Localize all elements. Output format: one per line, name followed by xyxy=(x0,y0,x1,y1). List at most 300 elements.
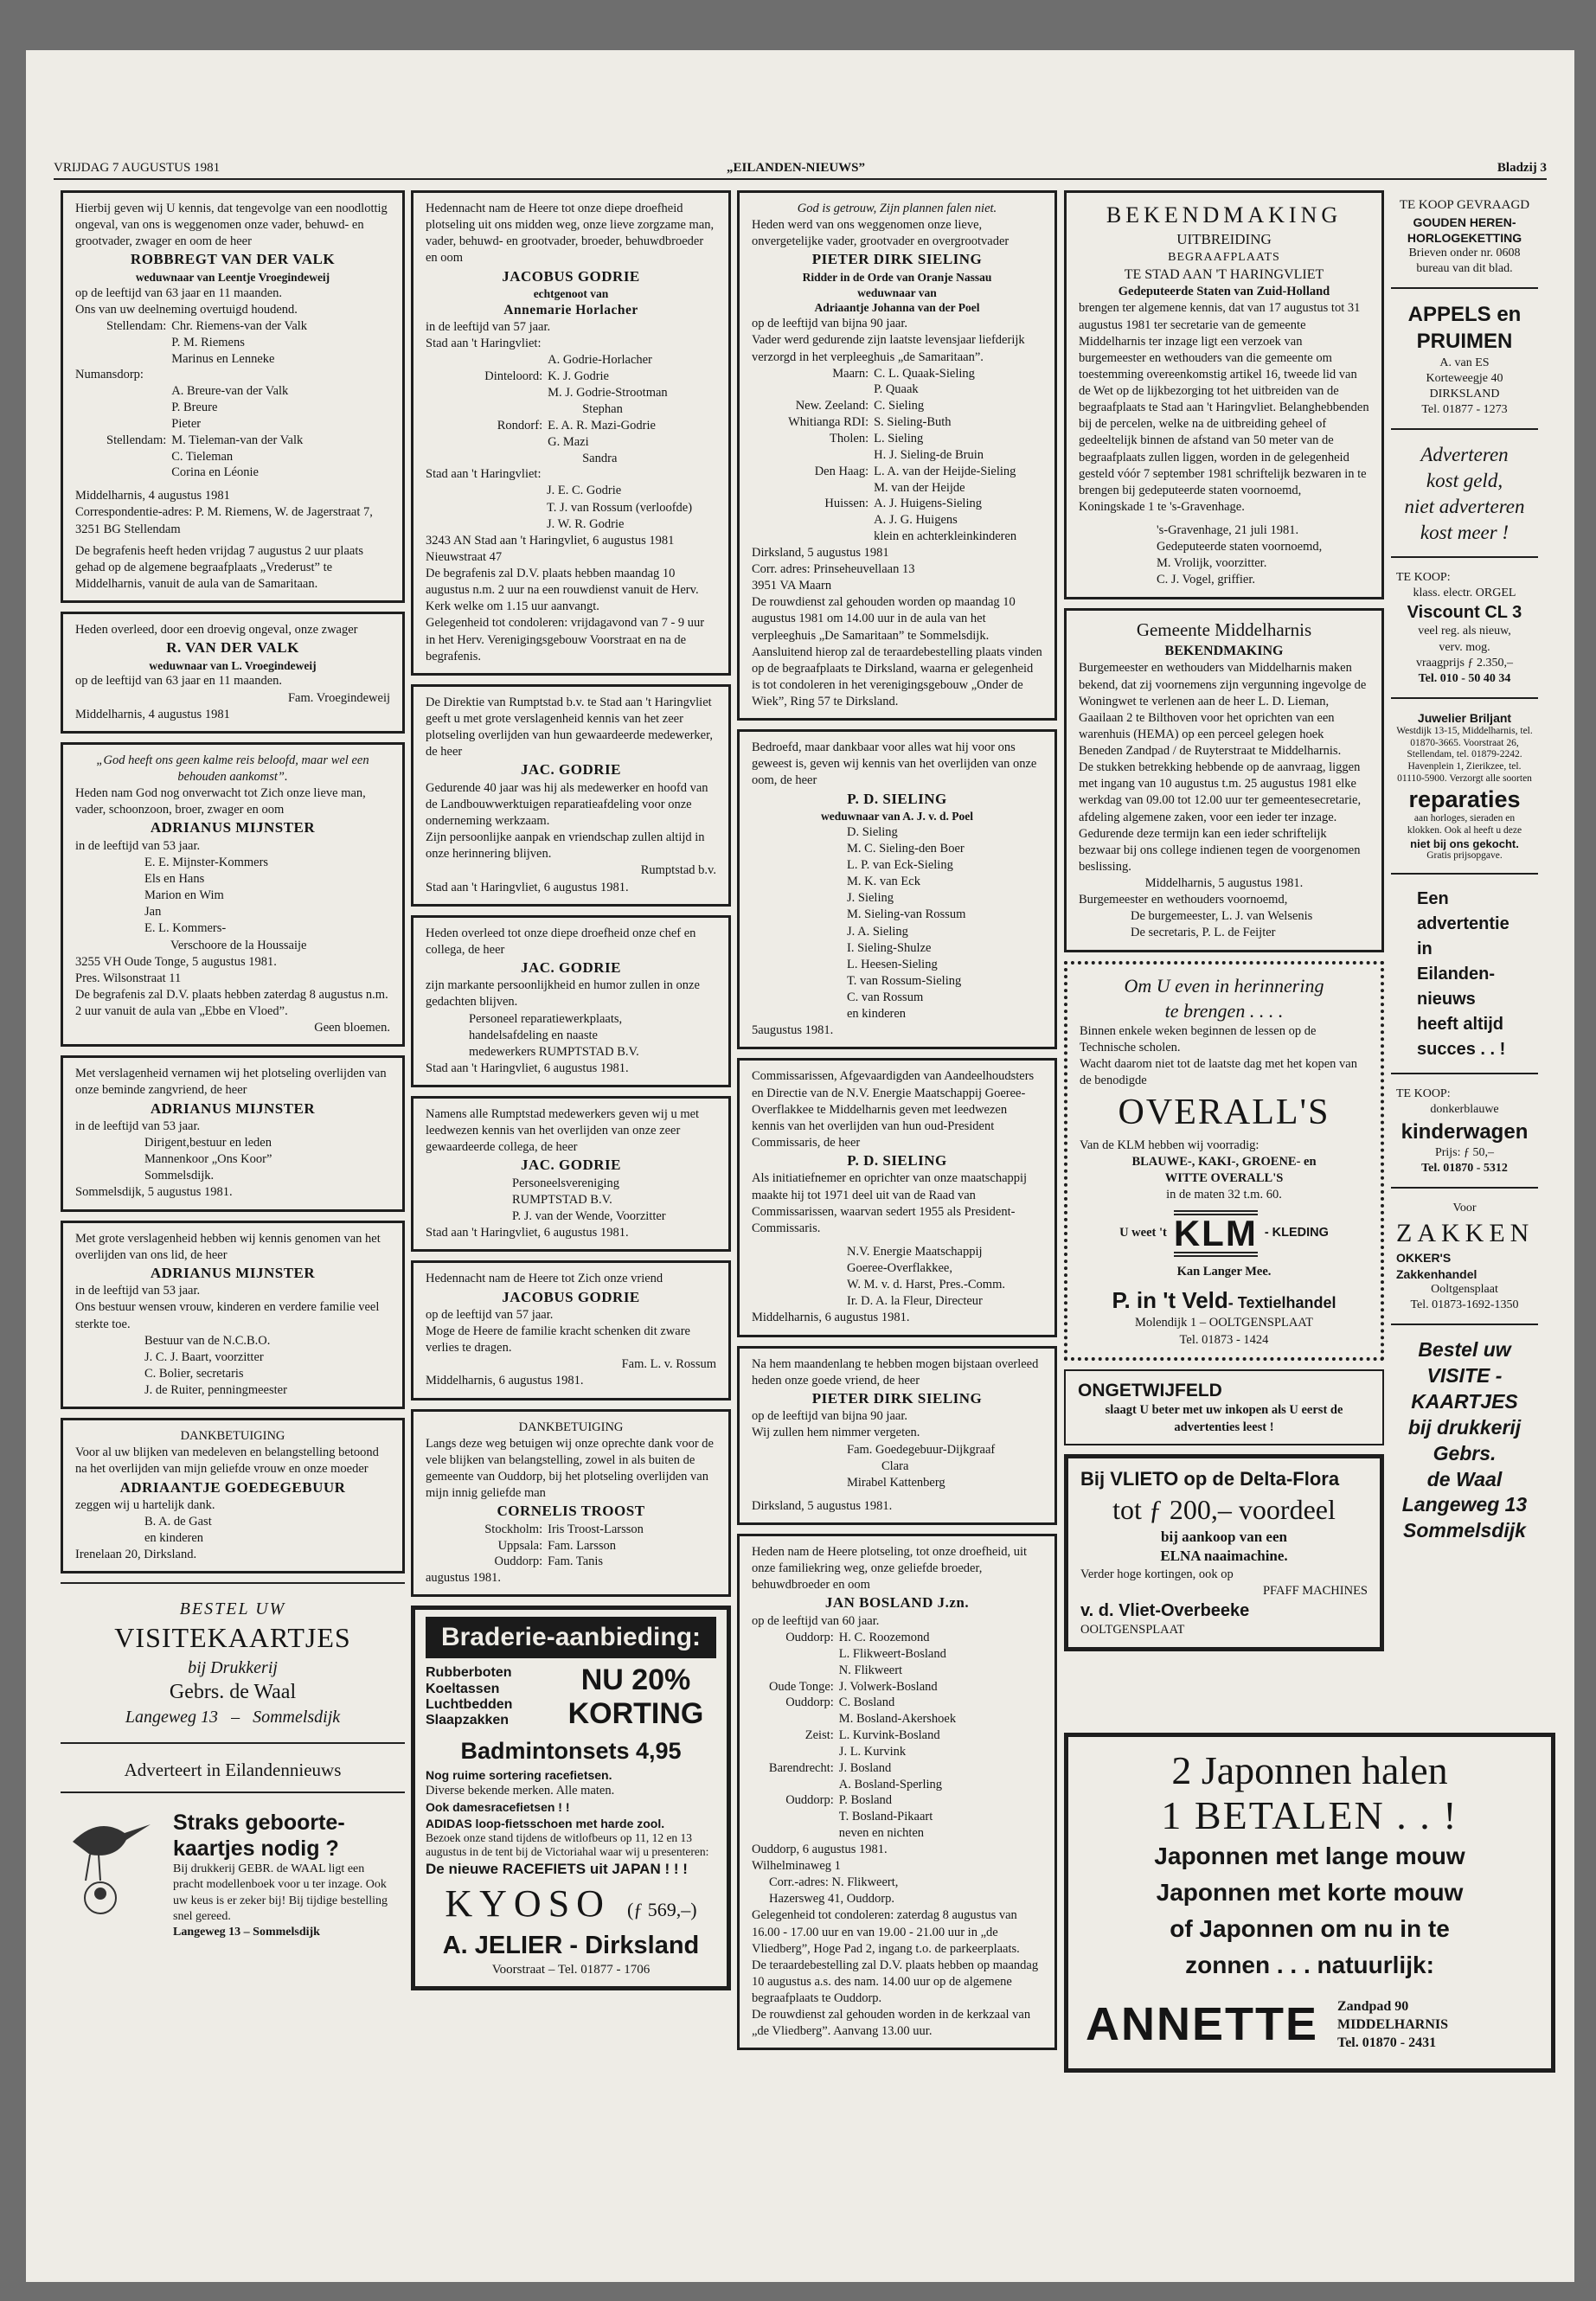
family-name: L. Sieling xyxy=(874,432,924,445)
signature: handelsafdeling en naaste xyxy=(469,1028,598,1042)
family-name: D. Sieling xyxy=(847,824,898,839)
notice-text: Bedroefd, maar dankbaar voor alles wat hij voor ons geweest is, geven wij kennis van het overlijden van onze oom, de heer xyxy=(752,740,1037,788)
family-name: A. Bosland-Sperling xyxy=(838,1777,943,1791)
family-name: Corina en Léonie xyxy=(171,465,259,480)
ad-visitekaartjes: BESTEL UW VISITEKAARTJES bij Drukkerij Gebrs. de Waal Langeweg 13 – Sommelsdijk xyxy=(61,1582,405,1744)
address-line: 3243 AN Stad aan 't Haringvliet, 6 augustus 1981 xyxy=(426,533,675,548)
family-name: Marion en Wim xyxy=(144,888,224,903)
ad-text: verv. mog. xyxy=(1439,640,1490,654)
ad-address: Langeweg 13 – Sommelsdijk xyxy=(173,1925,320,1939)
ad-bestel-visite xyxy=(1391,1330,1538,1554)
funeral-line: Aansluitend hierop zal de teraardebestelling plaats vinden op de begraafplaats te Dirksland, waarna er gelegenheid is tot condoleren in het verenigingsgebouw „Onder de Wiek”, Ring 57 te Dirksland. xyxy=(752,644,1042,709)
notice-godrie-friend xyxy=(411,1260,731,1400)
ad-text: niet bij ons gekocht. xyxy=(1410,836,1519,850)
family-name: Pieter xyxy=(171,416,202,431)
date-line: Middelharnis, 4 augustus 1981 xyxy=(75,489,230,503)
ad-text: ELNA naaimachine. xyxy=(1160,1548,1288,1565)
ad-title: TE KOOP: xyxy=(1396,570,1451,584)
family-place: Maarn: xyxy=(832,366,869,381)
family-name: Els en Hans xyxy=(144,872,205,886)
ad-line: VISITE - xyxy=(1426,1363,1503,1387)
ad-geboortekaartjes xyxy=(61,1802,405,1948)
ad-headline: APPELS en xyxy=(1407,303,1522,327)
spouse-name: Annemarie Horlacher xyxy=(503,302,638,317)
ad-headline: Om U even in herinnering xyxy=(1124,974,1324,997)
family-name: L. A. van der Heijde-Sieling xyxy=(874,464,1016,478)
stork-icon xyxy=(64,1807,159,1920)
column-3 xyxy=(737,190,1057,2059)
ad-line: ADIDAS loop-fietsschoen met harde zool. xyxy=(426,1816,665,1830)
visit-line: Gelegenheid tot condoleren: vrijdagavond van 7 - 9 uur in het Herv. Verenigingsgebouw Voorstraat en na de begrafenis. xyxy=(426,616,705,663)
date-line: Ouddorp, 6 augustus 1981. xyxy=(752,1842,888,1856)
date-line: Stad aan 't Haringvliet, 6 augustus 1981. xyxy=(426,1061,629,1075)
ad-line: kost geld, xyxy=(1426,470,1503,492)
date-line: Sommelsdijk, 5 augustus 1981. xyxy=(75,1185,233,1200)
deceased-name: ADRIAANTJE GOEDEGEBUUR xyxy=(119,1478,346,1496)
funeral-line: De rouwdienst zal gehouden worden op maandag 10 augustus 1981 om 14.00 uur in de aula van het verpleeghuis „De Samaritaan” te Sommelsdijk. xyxy=(752,595,1016,643)
ad-text: klass. electr. ORGEL xyxy=(1413,586,1516,600)
ad-line: Adverteren xyxy=(1420,444,1509,466)
family-name: J. Bosland xyxy=(838,1760,892,1775)
address-line: 3951 VA Maarn xyxy=(752,579,832,593)
family-name: M. Sieling-van Rossum xyxy=(847,907,966,922)
column-4 xyxy=(1064,190,1384,1660)
ad-text: Bij drukkerij GEBR. de WAAL ligt een pracht modellenboek voor u ter inzage. Ook uw keus is er zeker bij! Bij tijdige bestelling snel gereed. xyxy=(173,1862,388,1923)
ad-brand: KYOSO xyxy=(445,1882,611,1926)
notice-troost-thanks xyxy=(411,1409,731,1598)
ad-line: Langeweg 13 xyxy=(1401,1493,1528,1516)
ad-line: kost meer ! xyxy=(1420,522,1509,544)
family-place: Ouddorp: xyxy=(785,1793,834,1808)
family-place: Stellendam: xyxy=(106,318,167,333)
ad-text: slaagt U beter met uw inkopen als U eerst de advertenties leest ! xyxy=(1105,1403,1343,1434)
ad-item: kinderwagen xyxy=(1401,1119,1529,1144)
notice-text: Heden werd van ons weggenomen onze lieve, onvergetelijke vader, grootvader en overgrootvader xyxy=(752,218,1010,249)
address-line: Nieuwstraat 47 xyxy=(426,549,503,564)
ad-line: Nog ruime sortering racefietsen. xyxy=(426,1767,612,1782)
notice-text: Heden nam God nog onverwacht tot Zich onze lieve man, vader, schoonzoon, broer, zwager en oom xyxy=(75,786,366,817)
date-line: 's-Gravenhage, 21 juli 1981. xyxy=(1157,523,1299,538)
signature: M. Vrolijk, voorzitter. xyxy=(1157,556,1267,571)
notice-text: De stukken betrekking hebbende op de aanvraag, liggen met ingang van 10 augustus t.m. 25 augustus 1981 elke werkdag van 09.00 tot 12.00 uur ter gemeentesecretarie, afdeling algemene zaken, voor een ieder ter inzage. xyxy=(1079,760,1362,824)
signature: Mannenkoor „Ons Koor” xyxy=(144,1152,272,1167)
thanks-line: zeggen wij u hartelijk dank. xyxy=(75,1497,215,1512)
ad-line: Gebrs. de Waal xyxy=(169,1681,297,1704)
notice-mijnster-family xyxy=(61,742,405,1047)
ad-address: Voorstraat – Tel. 01877 - 1706 xyxy=(491,1963,651,1977)
ad-annette xyxy=(1064,1733,1555,2073)
ad-headline: VISITEKAARTJES xyxy=(114,1622,351,1654)
ad-line: bij drukkerij xyxy=(1407,1415,1522,1439)
notice-godrie-colleagues xyxy=(411,915,731,1087)
signature: J. de Ruiter, penningmeester xyxy=(144,1383,287,1397)
family-place: Ouddorp: xyxy=(494,1554,543,1569)
signature: Sommelsdijk. xyxy=(144,1169,215,1183)
deceased-name: JAC. GODRIE xyxy=(520,761,621,779)
ad-place: OOLTGENSPLAAT xyxy=(1080,1623,1185,1638)
family-place: Stad aan 't Haringvliet: xyxy=(426,467,542,482)
family-name: K. J. Godrie xyxy=(548,369,609,384)
age-line: op de leeftijd van 63 jaar en 11 maanden. xyxy=(75,285,283,300)
notice-subtitle: BEGRAAFPLAATS xyxy=(1168,250,1280,264)
ad-line: Bestel uw xyxy=(1418,1338,1511,1362)
ad-text: Wacht daarom niet tot de laatste dag met het kopen van de benodigde xyxy=(1080,1056,1357,1087)
ad-headline: PRUIMEN xyxy=(1416,330,1513,354)
ad-phone: Tel. 01873 - 1424 xyxy=(1179,1332,1269,1347)
family-name: I. Sieling-Shulze xyxy=(847,940,932,955)
family-name: E. A. R. Mazi-Godrie xyxy=(548,418,656,433)
ad-line: advertentie xyxy=(1417,914,1509,934)
family-name: Fam. Larsson xyxy=(548,1538,617,1553)
notice-text: Ons bestuur wensen vrouw, kinderen en verdere familie veel sterkte toe. xyxy=(75,1300,380,1331)
ad-item: Slaapzakken xyxy=(426,1713,510,1728)
ad-headline: ONGETWIJFELD xyxy=(1078,1380,1222,1400)
family-place: Stad aan 't Haringvliet: xyxy=(426,336,542,351)
ad-line: de Waal xyxy=(1426,1467,1503,1490)
family-place: Zeist: xyxy=(804,1728,834,1743)
notice-text: Met verslagenheid vernamen wij het plotseling overlijden van onze beminde zangvriend, de heer xyxy=(75,1067,387,1098)
ad-shop: - Textielhandel xyxy=(1227,1294,1336,1312)
age-line: op de leeftijd van 63 jaar en 11 maanden. xyxy=(75,674,283,689)
address-line: Irenelaan 20, Dirksland. xyxy=(75,1548,197,1562)
signature: Clara xyxy=(881,1458,909,1473)
family-name: Chr. Riemens-van der Valk xyxy=(171,318,308,333)
column-5 xyxy=(1391,190,1538,1560)
ad-headline: Bij VLIETO op de Delta-Flora xyxy=(1080,1467,1340,1490)
family-name: L. P. van Eck-Sieling xyxy=(847,858,953,873)
signature: Personeel reparatiewerkplaats, xyxy=(469,1011,623,1026)
notice-subtitle: BEKENDMAKING xyxy=(1164,644,1284,659)
address-line: Pres. Wilsonstraat 11 xyxy=(75,971,182,985)
date-line: 5augustus 1981. xyxy=(752,1023,834,1038)
ad-adverteert: Adverteert in Eilandennieuws xyxy=(61,1754,405,1793)
family-place: Rondorf: xyxy=(497,418,543,433)
family-name: E. E. Mijnster-Kommers xyxy=(144,855,269,869)
ad-een-advertentie xyxy=(1391,880,1538,1074)
notice-godrie-family xyxy=(411,190,731,676)
ad-line: in xyxy=(1417,939,1433,959)
deceased-name: ADRIANUS MIJNSTER xyxy=(150,1099,316,1117)
ad-text: Voor xyxy=(1452,1202,1477,1215)
family-name: M. J. Godrie-Strootman xyxy=(548,386,668,401)
notice-text: Burgemeester en wethouders van Middelharnis maken bekend, dat zij voornemens zijn vergunning ingevolge de Woningwet te verlenen aan de heer L. D. Lieman, Gaailaan 2 te Bilthoven voor het oprichten van een warenhuis (HEMA) op een perceel gelegen hoek Beneden Zandpad / de Ruyterstraat te Middelharnis. xyxy=(1079,661,1367,759)
ad-te-koop-gevraagd xyxy=(1391,190,1538,289)
notice-text: Commissarissen, Afgevaardigden van Aandeelhoudsters en Directie van de N.V. Energie Maatschappij Goeree-Overflakkee te Middelharnis geven met leedwezen kennis van het overlijden van hun oud-President Commissaris, de heer xyxy=(752,1069,1035,1150)
ad-text: Verder hoge kortingen, ook op xyxy=(1080,1567,1234,1581)
ad-item: Viscount CL 3 xyxy=(1407,603,1522,623)
ad-text: bij aankoop van een xyxy=(1161,1528,1287,1545)
signature: Fam. L. v. Rossum xyxy=(621,1357,716,1372)
ad-place: DIRKSLAND xyxy=(1429,388,1500,401)
ad-text: WITTE OVERALL'S xyxy=(1164,1170,1284,1185)
ad-text: BLAUWE-, KAKI-, GROENE- en xyxy=(1131,1154,1317,1169)
ad-price: vraagprijs ƒ 2.350,– xyxy=(1416,656,1513,670)
signature: C. Bolier, secretaris xyxy=(144,1366,244,1381)
ad-shop: v. d. Vliet-Overbeeke xyxy=(1080,1601,1250,1621)
notice-bosland xyxy=(737,1534,1057,2050)
family-table xyxy=(426,352,716,466)
notice-title: BEKENDMAKING xyxy=(1106,202,1343,228)
family-name: P. Bosland xyxy=(838,1793,893,1808)
family-place: Dinteloord: xyxy=(484,369,543,384)
family-name: M. K. van Eck xyxy=(847,875,920,889)
ad-line: zonnen . . . natuurlijk: xyxy=(1185,1952,1434,1979)
family-table xyxy=(752,1630,1042,1842)
notice-text: brengen ter algemene kennis, dat van 17 augustus tot 31 augustus 1981 ter secretarie van de gemeente Middelharnis ter inzage ligt een verzoek van burgemeester en wethouders van die gemeente om toestemming overeenkomstig artikel 16, tweede lid van de Wet op de lijkbezorging tot het uitbreiden van de begraafplaats te Stad aan 't Haringvliet. Belanghebbenden bij de percelen, welke na de uitbreiding geheel of gedeeltelijk binnen de afstand van 50 meter van de begraafplaats zullen liggen, worden in de gelegenheid gesteld vóór 7 september 1981 schriftelijk bezwaren in te brengen bij gedeputeerde staten voornoemd, Koningskade 1 te 's-Gravenhage. xyxy=(1079,301,1369,514)
ad-ongetwijfeld xyxy=(1064,1369,1384,1445)
family-name: H. J. Sieling-de Bruin xyxy=(874,447,984,462)
family-name: A. Godrie-Horlacher xyxy=(548,353,652,368)
notice-text: Hedennacht nam de Heere tot Zich onze vriend xyxy=(426,1272,663,1286)
ad-line: Japonnen met korte mouw xyxy=(1156,1879,1464,1907)
family-name: Sandra xyxy=(582,451,618,465)
family-name: J. Sieling xyxy=(847,891,894,906)
deceased-name: CORNELIS TROOST xyxy=(497,1503,645,1520)
age-line: op de leeftijd van bijna 90 jaar. xyxy=(752,317,907,331)
ad-shop: OKKER'S xyxy=(1396,1251,1452,1266)
signature: J. C. J. Baart, voorzitter xyxy=(144,1349,264,1364)
notice-text: Moge de Heere de familie kracht schenken dit zware verlies te dragen. xyxy=(426,1324,690,1356)
notice-text: Namens alle Rumptstad medewerkers geven wij u met leedwezen kennis van het overlijden van onze zeer gewaardeerde collega, de heer xyxy=(426,1107,700,1155)
deceased-name: JAC. GODRIE xyxy=(520,958,621,976)
deceased-name: JACOBUS GODRIE xyxy=(502,267,640,285)
notice-godrie-rumptstad xyxy=(411,684,731,907)
ad-text: in de maten 32 t.m. 60. xyxy=(1166,1187,1282,1202)
address-line: Corr. adres: Prinseheuvellaan 13 xyxy=(752,562,915,577)
family-place: Den Haag: xyxy=(814,464,869,478)
family-place: Huissen: xyxy=(824,497,869,511)
ad-line: De nieuwe RACEFIETS uit JAPAN ! ! ! xyxy=(426,1860,688,1877)
deceased-name: JAN BOSLAND J.zn. xyxy=(824,1594,970,1612)
notice-van-der-valk xyxy=(61,190,405,603)
notice-goedegebuur-thanks xyxy=(61,1418,405,1574)
family-place xyxy=(426,352,548,369)
signature: en kinderen xyxy=(144,1531,204,1546)
signature: Burgemeester en wethouders voornoemd, xyxy=(1079,893,1288,907)
ad-text: U weet 't xyxy=(1119,1226,1167,1240)
family-name: A. J. G. Huigens xyxy=(874,513,958,528)
ad-slogan: Kan Langer Mee. xyxy=(1176,1265,1272,1279)
column-2 xyxy=(411,190,731,1999)
family-name: J. A. Sieling xyxy=(847,924,908,939)
date-line: Middelharnis, 6 augustus 1981. xyxy=(752,1311,910,1325)
notice-sieling-family xyxy=(737,190,1057,721)
deceased-name: JAC. GODRIE xyxy=(520,1157,621,1174)
address-line: Hazersweg 41, Ouddorp. xyxy=(769,1892,894,1907)
ad-headline: Braderie-aanbieding: xyxy=(426,1617,716,1658)
notice-sieling-nephews xyxy=(737,729,1057,1049)
ad-price: (ƒ 569,–) xyxy=(626,1899,697,1921)
ad-orgel xyxy=(1391,563,1538,699)
ad-line: Badmintonsets 4,95 xyxy=(460,1738,682,1765)
family-place: Whitianga RDI: xyxy=(788,415,869,430)
ad-line: succes . . ! xyxy=(1417,1040,1506,1060)
notice-subtitle: UITBREIDING xyxy=(1176,231,1272,248)
signature: Gedeputeerde staten voornoemd, xyxy=(1157,540,1323,554)
notice-title: DANKBETUIGING xyxy=(518,1420,624,1434)
family-name: P. M. Riemens xyxy=(171,335,245,349)
signature: Fam. Goedegebuur-Dijkgraaf xyxy=(847,1442,996,1457)
ad-line: of Japonnen om nu in te xyxy=(1170,1915,1450,1943)
header-rule xyxy=(54,178,1547,180)
family-place: Ouddorp: xyxy=(785,1630,834,1644)
family-place: Stockholm: xyxy=(484,1522,543,1536)
address-line: Correspondentie-adres: P. M. Riemens, W. de Jagerstraat 7, 3251 BG Stellendam xyxy=(75,505,373,536)
ad-item: Luchtbedden xyxy=(426,1697,513,1713)
ad-text: Van de KLM hebben wij voorradig: xyxy=(1080,1138,1259,1152)
ad-headline: te brengen . . . . xyxy=(1164,999,1284,1022)
quote: „God heeft ons geen kalme reis beloofd, maar wel een behouden aankomst”. xyxy=(96,753,369,784)
notice-sieling-friends xyxy=(737,1346,1057,1525)
date-line: Middelharnis, 5 augustus 1981. xyxy=(1144,876,1304,891)
ad-appels xyxy=(1391,294,1538,430)
ad-line: Japonnen met lange mouw xyxy=(1154,1843,1465,1870)
deceased-name: P. D. SIELING xyxy=(847,790,947,807)
notice-gemeente-middelharnis xyxy=(1064,608,1384,952)
notice-vroegindeweij xyxy=(61,612,405,734)
ad-juwelier xyxy=(1391,704,1538,875)
family-name: H. C. Roozemond xyxy=(838,1630,930,1644)
family-name: S. Sieling-Buth xyxy=(874,415,952,430)
notice-bekendmaking-begraafplaats xyxy=(1064,190,1384,599)
newspaper-page xyxy=(26,50,1574,2282)
notice-text: De Direktie van Rumptstad b.v. te Stad aan 't Haringvliet geeft u met grote verslagenheid kennis van het zeer plotseling overlijden van hun gewaardeerde medewerker, de heer xyxy=(426,695,713,760)
deceased-name: ROBBREGT VAN DER VALK xyxy=(130,251,336,268)
ad-line: Een xyxy=(1417,889,1449,909)
signature: Personeelsvereniging xyxy=(512,1176,620,1190)
notice-text: Heden nam de Heere plotseling, tot onze droefheid, uit onze familiekring weg, onze geliefde broeder, behuwdbroeder en oom xyxy=(752,1545,1028,1593)
ad-text: - KLEDING xyxy=(1264,1226,1329,1240)
notice-text: Langs deze weg betuigen wij onze oprechte dank voor de vele blijken van belangstelling, zowel in als buiten de gemeente van Ouddorp, bij het plotseling overlijden van mijn innig geliefde man xyxy=(426,1436,714,1501)
signature: Rumptstad b.v. xyxy=(640,863,716,878)
ad-item: Koeltassen xyxy=(426,1681,500,1696)
ad-text: Gratis prijsopgave. xyxy=(1426,850,1503,862)
age-line: in de leeftijd van 53 jaar. xyxy=(75,838,201,853)
ad-text: donkerblauwe xyxy=(1430,1103,1499,1117)
family-name: G. Mazi xyxy=(548,434,589,449)
family-name: T. J. van Rossum (verloofde) xyxy=(547,500,693,515)
family-name: P. Breure xyxy=(171,401,218,415)
ad-offer: tot ƒ 200,– voordeel xyxy=(1112,1493,1336,1525)
family-name: Jan xyxy=(144,905,162,920)
family-name: L. Kurvink-Bosland xyxy=(838,1728,940,1743)
ad-line: niet adverteren xyxy=(1404,496,1525,518)
funeral-line: De rouwdienst zal gehouden worden in de kerkzaal van „de Vliedberg”. Aanvang 13.00 uur. xyxy=(752,2008,1031,2039)
ad-place: MIDDELHARNIS xyxy=(1337,2016,1449,2032)
family-place: Oude Tonge: xyxy=(768,1679,834,1694)
ad-vlieto xyxy=(1064,1454,1384,1651)
age-line: in de leeftijd van 57 jaar. xyxy=(426,320,551,335)
family-name: J. E. C. Godrie xyxy=(547,484,622,498)
ad-headline: Straks geboorte- xyxy=(173,1811,345,1836)
ad-headline: 2 Japonnen halen xyxy=(1171,1748,1448,1792)
ad-title: TE KOOP: xyxy=(1396,1087,1451,1101)
address-line: Wilhelminaweg 1 xyxy=(752,1859,841,1874)
signature: De burgemeester, L. J. van Welsenis xyxy=(1131,909,1313,924)
signature: Fam. Vroegindeweij xyxy=(287,690,390,705)
notice-text: zijn markante persoonlijkheid en humor zullen in onze gedachten blijven. xyxy=(426,978,700,1009)
ad-text: PFAFF MACHINES xyxy=(1262,1583,1368,1598)
signature: Bestuur van de N.C.B.O. xyxy=(144,1333,271,1348)
family-name: klein en achterkleinkinderen xyxy=(874,529,1017,544)
ad-text: Bezoek onze stand tijdens de witlofbeurs op 11, 12 en 13 augustus in de tent bij de Victoriahal waar wij u presenteren: xyxy=(426,1831,709,1859)
date-line: Middelharnis, 4 augustus 1981 xyxy=(75,707,230,721)
deceased-name: P. D. SIELING xyxy=(847,1152,947,1170)
family-name: C. Bosland xyxy=(838,1695,895,1710)
ad-headline: reparaties xyxy=(1408,785,1521,812)
deceased-name: JACOBUS GODRIE xyxy=(502,1288,640,1305)
age-line: op de leeftijd van 60 jaar. xyxy=(752,1613,880,1628)
column-1 xyxy=(61,190,405,1958)
family-place: Ouddorp: xyxy=(785,1695,834,1710)
ad-line: KAARTJES xyxy=(1411,1389,1518,1413)
family-name: neven en nichten xyxy=(838,1826,925,1841)
signature: P. J. van der Wende, Voorzitter xyxy=(512,1209,666,1224)
note: Geen bloemen. xyxy=(314,1021,390,1035)
ad-line: heeft altijd xyxy=(1417,1015,1504,1035)
family-name: A. Breure-van der Valk xyxy=(171,384,289,399)
ad-text: Binnen enkele weken beginnen de lessen op de Technische scholen. xyxy=(1080,1023,1317,1054)
notice-text: Gedurende deze termijn kan een ieder schriftelijk bezwaar bij ons college indienen tegen de voorgenomen beslissing. xyxy=(1079,826,1361,874)
notice-text: Met grote verslagenheid hebben wij kennis genomen van het overlijden van ons lid, de heer xyxy=(75,1231,381,1262)
ad-address: Langeweg 13 xyxy=(125,1708,219,1727)
ad-line: nieuws xyxy=(1417,990,1476,1009)
visit-line: Gelegenheid tot condoleren: zaterdag 8 augustus van 16.00 - 17.00 uur en van 19.00 - 21.00 uur in „de Vliedberg”, Hoge Pad 2, ingang t.o. de parkeerplaats. xyxy=(752,1908,1020,1956)
deceased-name: ADRIANUS MIJNSTER xyxy=(150,1264,316,1281)
ad-text: Brieven onder nr. 0608 bureau van dit blad. xyxy=(1408,246,1521,276)
ad-phone: Tel. 01873-1692-1350 xyxy=(1410,1298,1519,1311)
notice-text: Heden overleed tot onze diepe droefheid onze chef en collega, de heer xyxy=(426,926,696,957)
klm-logo: KLM xyxy=(1174,1210,1258,1257)
ad-headline: ZAKKEN xyxy=(1396,1219,1535,1248)
spouse-line: weduwnaar van A. J. v. d. Poel xyxy=(820,809,974,823)
ad-zakken xyxy=(1391,1194,1538,1325)
deceased-name: R. VAN DER VALK xyxy=(166,639,299,657)
signature: Mirabel Kattenberg xyxy=(847,1475,945,1490)
ad-line: Gebrs. xyxy=(1433,1441,1497,1465)
family-name: en kinderen xyxy=(847,1007,907,1022)
date-line: Stad aan 't Haringvliet, 6 augustus 1981. xyxy=(426,880,629,894)
notice-text: Voor al uw blijken van medeleven en belangstelling betoond na het overlijden van mijn geliefde vrouw en onze moeder xyxy=(75,1445,379,1477)
family-table xyxy=(752,366,1042,545)
family-place: Tholen: xyxy=(830,432,869,445)
family-name: Stephan xyxy=(582,401,623,416)
spouse-name: Adriaantje Johanna van der Poel xyxy=(814,301,980,315)
family-name: Fam. Tanis xyxy=(548,1554,604,1569)
signature: W. M. v. d. Harst, Pres.-Comm. xyxy=(847,1278,1005,1292)
notice-subtitle: TE STAD AAN 'T HARINGVLIET xyxy=(1124,267,1324,283)
ad-text: veel reg. als nieuw, xyxy=(1418,625,1511,638)
date-line: Dirksland, 5 augustus 1981. xyxy=(752,1498,893,1513)
notice-text: Zijn persoonlijke aanpak en vriendschap zullen altijd in onze herinnering blijven. xyxy=(426,830,705,862)
ad-discount: KORTING xyxy=(567,1697,704,1731)
ad-discount: NU 20% xyxy=(580,1663,691,1696)
family-name: C. L. Quaak-Sieling xyxy=(874,366,975,381)
spouse-label: echtgenoot van xyxy=(533,286,609,300)
ad-shop: A. JELIER - Dirksland xyxy=(442,1932,700,1960)
signature: Ir. D. A. la Fleur, Directeur xyxy=(847,1294,983,1309)
family-name: P. Quaak xyxy=(874,382,919,397)
ad-item: GOUDEN HEREN- xyxy=(1413,215,1516,229)
family-table xyxy=(426,1522,716,1571)
signature: medewerkers RUMPTSTAD B.V. xyxy=(469,1044,639,1059)
family-table xyxy=(75,318,390,481)
family-place: Uppsala: xyxy=(497,1538,543,1553)
family-name: J. W. R. Godrie xyxy=(547,516,625,531)
order-line: Ridder in de Orde van Oranje Nassau xyxy=(802,270,992,284)
deceased-name: PIETER DIRK SIELING xyxy=(811,251,983,268)
ad-line: Sommelsdijk xyxy=(1403,1519,1526,1542)
